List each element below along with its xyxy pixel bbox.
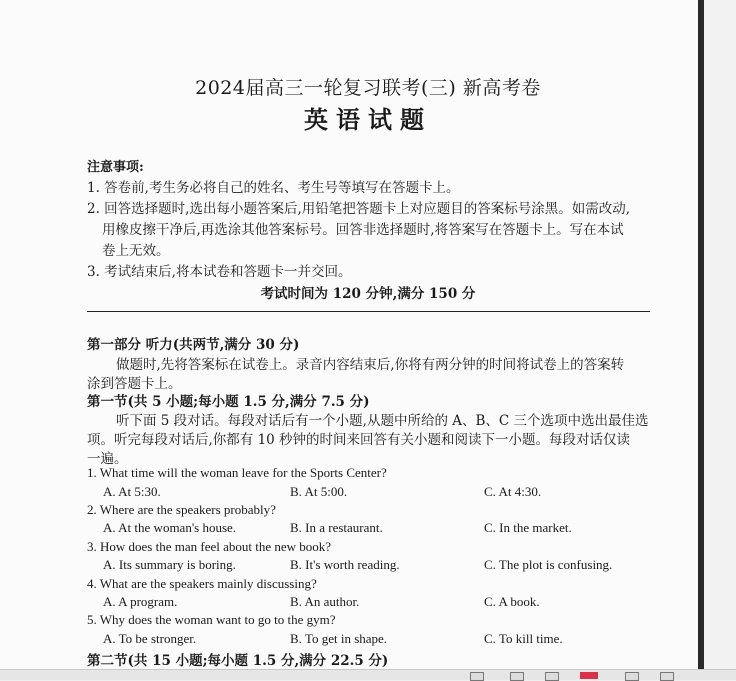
exam-title: 2024届高三一轮复习联考(三) 新高考卷 — [195, 77, 541, 99]
viewer-background — [704, 0, 736, 679]
q3-option-c: C. The plot is confusing. — [484, 557, 613, 572]
question-1: 1. What time will the woman leave for the Sports Center? — [87, 465, 387, 480]
page-icon[interactable] — [545, 672, 559, 681]
question-5: 5. Why does the woman want to go to the gym? — [87, 612, 336, 627]
q1-option-a: A. At 5:30. — [103, 484, 161, 499]
q4-option-b: B. An author. — [290, 594, 360, 609]
record-icon[interactable] — [580, 672, 598, 679]
notice-line-5: 3. 考试结束后,将本试卷和答题卡一并交回。 — [87, 264, 352, 280]
part1-heading: 第一部分 听力(共两节,满分 30 分) — [87, 337, 300, 353]
q5-option-b: B. To get in shape. — [290, 631, 388, 646]
q4-option-c: C. A book. — [484, 594, 540, 609]
q5-option-a: A. To be stronger. — [103, 631, 197, 646]
section1-heading: 第一节(共 5 小题;每小题 1.5 分,满分 7.5 分) — [87, 394, 370, 410]
q2-option-c: C. In the market. — [484, 520, 572, 535]
page-icon[interactable] — [660, 672, 674, 681]
exam-subject: 英语试题 — [304, 105, 432, 134]
section1-instruction-1: 听下面 5 段对话。每段对话后有一个小题,从题中所给的 A、B、C 三个选项中选出最佳选 — [116, 413, 649, 429]
q5-option-c: C. To kill time. — [484, 631, 563, 646]
section-divider — [87, 311, 650, 312]
notice-line-2: 2. 回答选择题时,选出每小题答案后,用铅笔把答题卡上对应题目的答案标号涂黑。如需改动, — [87, 201, 631, 217]
notice-line-3: 用橡皮擦干净后,再选涂其他答案标号。回答非选择题时,将答案写在答题卡上。写在本试 — [102, 222, 624, 238]
question-2: 2. Where are the speakers probably? — [87, 502, 276, 517]
q1-option-c: C. At 4:30. — [484, 484, 542, 499]
question-3: 3. How does the man feel about the new book? — [87, 539, 332, 554]
q2-option-b: B. In a restaurant. — [290, 520, 383, 535]
page-icon[interactable] — [625, 672, 639, 681]
q4-option-a: A. A program. — [103, 594, 178, 609]
notice-line-4: 卷上无效。 — [102, 243, 170, 259]
part1-instruction-1: 做题时,先将答案标在试卷上。录音内容结束后,你将有两分钟的时间将试卷上的答案转 — [116, 357, 625, 373]
question-4: 4. What are the speakers mainly discussing? — [87, 576, 317, 591]
page-icon[interactable] — [470, 672, 484, 681]
part1-instruction-2: 涂到答题卡上。 — [87, 376, 182, 392]
q3-option-b: B. It's worth reading. — [290, 557, 400, 572]
exam-time: 考试时间为 120 分钟,满分 150 分 — [260, 286, 476, 302]
section1-instruction-3: 一遍。 — [87, 451, 128, 467]
page-icon[interactable] — [510, 672, 524, 681]
notice-line-1: 1. 答卷前,考生务必将自己的姓名、考生号等填写在答题卡上。 — [87, 180, 460, 196]
notice-heading: 注意事项: — [87, 160, 144, 175]
q2-option-a: A. At the woman's house. — [103, 520, 237, 535]
q3-option-a: A. Its summary is boring. — [103, 557, 236, 572]
section1-instruction-2: 项。听完每段对话后,你都有 10 秒钟的时间来回答有关小题和阅读下一小题。每段对话仅读 — [87, 432, 631, 448]
section2-heading: 第二节(共 15 小题;每小题 1.5 分,满分 22.5 分) — [87, 653, 389, 669]
q1-option-b: B. At 5:00. — [290, 484, 348, 499]
